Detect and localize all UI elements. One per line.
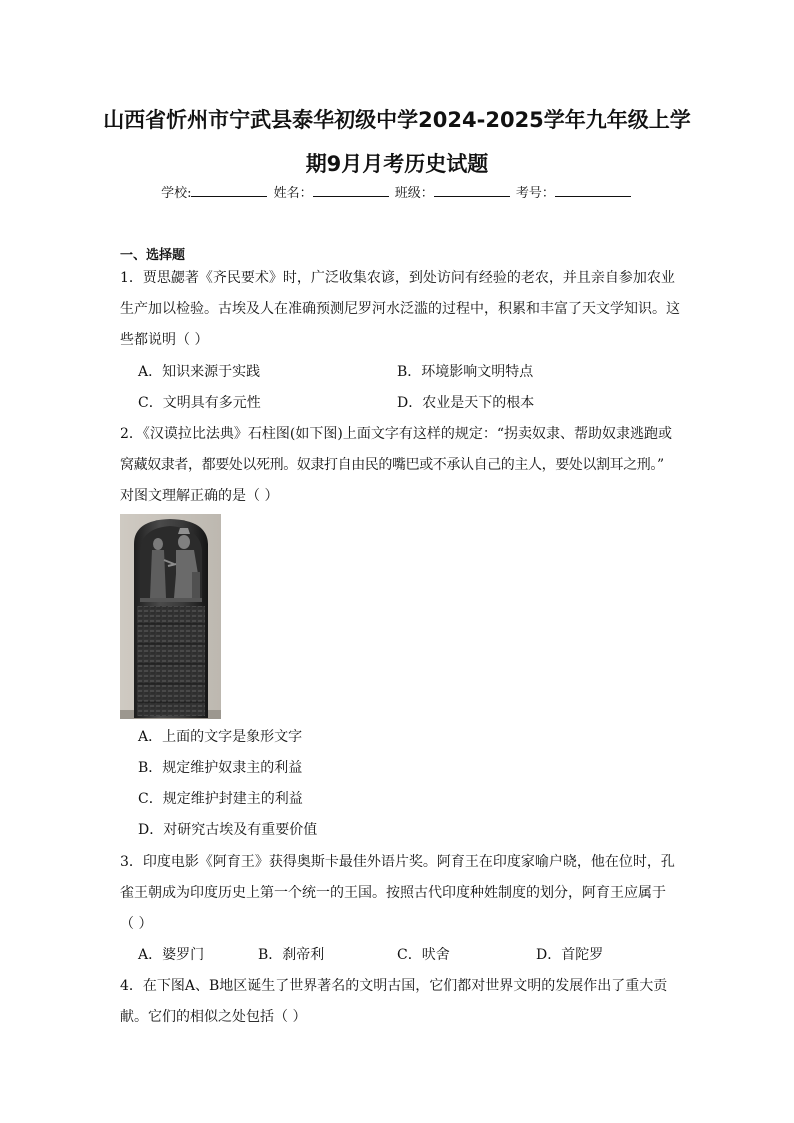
exam-title-line1: 山西省忻州市宁武县泰华初级中学2024-2025学年九年级上学 (103, 108, 691, 132)
q1-option-a: A．知识来源于实践 (138, 364, 261, 380)
class-label: 班级： (394, 186, 434, 201)
q1-line-1: 1．贾思勰著《齐民要术》时，广泛收集农谚，到处访问有经验的老农，并且亲自参加农业 (120, 270, 675, 286)
school-label: 学校: (161, 186, 192, 201)
q3-option-d: D．首陀罗 (536, 947, 604, 963)
q1-option-d: D．农业是天下的根本 (397, 395, 535, 411)
q3-line-3: （ ） (120, 916, 153, 932)
q2-line-1: 2．《汉谟拉比法典》石柱图(如下图)上面文字有这样的规定：“拐卖奴隶、帮助奴隶逃跑或 (120, 426, 672, 442)
q1-option-c: C．文明具有多元性 (138, 395, 261, 411)
name-blank (313, 184, 389, 197)
q2-option-b: B．规定维护奴隶主的利益 (138, 760, 303, 776)
q2-line-3: 对图文理解正确的是（ ） (120, 488, 279, 504)
q3-line-1: 3．印度电影《阿育王》获得奥斯卡最佳外语片奖。阿育王在印度家喻户晓，他在位时，孔 (120, 854, 675, 870)
class-blank (434, 184, 510, 197)
q1-line-3: 些都说明（ ） (120, 332, 209, 348)
q3-line-2: 雀王朝成为印度历史上第一个统一的王国。按照古代印度种姓制度的划分，阿育王应属于 (120, 885, 666, 901)
exam-title-line2: 期9月月考历史试题 (305, 152, 489, 176)
q3-option-c: C．吠舍 (397, 947, 450, 963)
q2-line-2: 窝藏奴隶者，都要处以死刑。奴隶打自由民的嘴巴或不承认自己的主人，要处以割耳之刑。” (120, 457, 664, 473)
q2-option-c: C．规定维护封建主的利益 (138, 791, 303, 807)
q1-option-b: B．环境影响文明特点 (397, 364, 534, 380)
q4-line-2: 献。它们的相似之处包括（ ） (120, 1009, 307, 1025)
q3-option-b: B．刹帝利 (258, 947, 325, 963)
school-blank (191, 184, 267, 197)
q3-option-a: A．婆罗门 (138, 947, 205, 963)
hammurabi-stele-image (120, 514, 221, 719)
section-title: 一、选择题 (120, 248, 186, 263)
student-info-row (0, 182, 794, 201)
name-label: 姓名： (273, 186, 313, 201)
q2-option-a: A．上面的文字是象形文字 (138, 729, 303, 745)
q2-option-d: D．对研究古埃及有重要价值 (138, 822, 318, 838)
q4-line-1: 4．在下图A、B地区诞生了世界著名的文明古国，它们都对世界文明的发展作出了重大贡 (120, 978, 668, 994)
number-label: 考号： (515, 186, 555, 201)
number-blank (555, 184, 631, 197)
q1-line-2: 生产加以检验。古埃及人在准确预测尼罗河水泛滥的过程中，积累和丰富了天文学知识。这 (120, 301, 680, 317)
